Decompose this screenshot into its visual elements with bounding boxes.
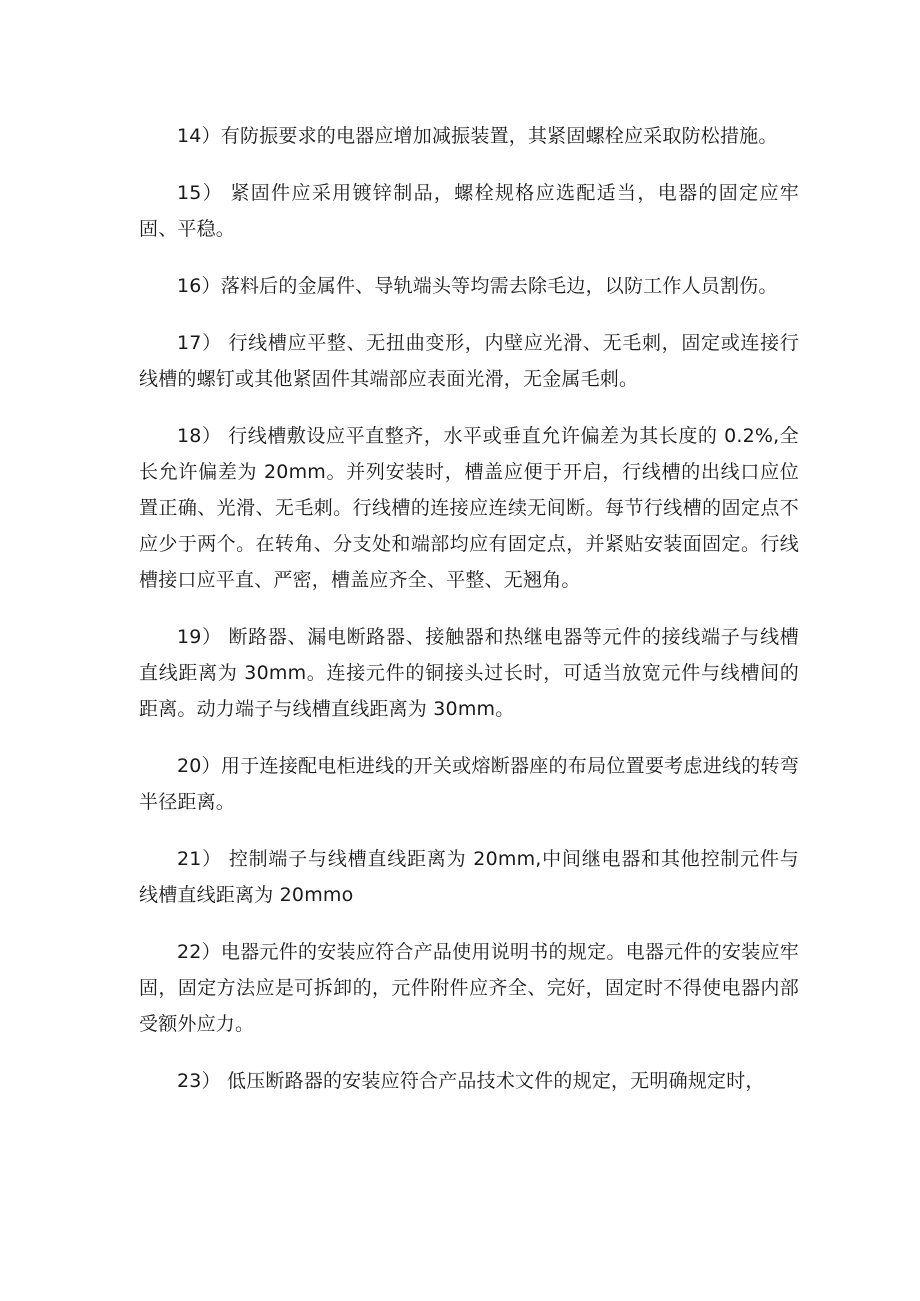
paragraph-23: 23） 低压断路器的安装应符合产品技术文件的规定，无明确规定时， [177, 1070, 765, 1092]
paragraph-20: 20）用于连接配电柜进线的开关或熔断器座的布局位置要考虑进线的转弯半径距离。 [139, 755, 799, 813]
paragraph-17: 17） 行线槽应平整、无扭曲变形，内壁应光滑、无毛刺，固定或连接行线槽的螺钉或其他紧固件其端部应表面光滑，无金属毛刺。 [139, 332, 799, 390]
paragraph-16: 16）落料后的金属件、导轨端头等均需去除毛边，以防工作人员割伤。 [177, 275, 778, 297]
paragraph-22: 22）电器元件的安装应符合产品使用说明书的规定。电器元件的安装应牢固，固定方法应是可拆卸的，元件附件应齐全、完好，固定时不得使电器内部受额外应力。 [139, 941, 799, 1035]
paragraph-14: 14）有防振要求的电器应增加减振装置，其紧固螺栓应采取防松措施。 [177, 125, 778, 147]
paragraph-15: 15） 紧固件应采用镀锌制品，螺栓规格应选配适当，电器的固定应牢固、平稳。 [139, 182, 799, 240]
paragraph-19: 19） 断路器、漏电断路器、接触器和热继电器等元件的接线端子与线槽直线距离为 30mm。连接元件的铜接头过长时，可适当放宽元件与线槽间的距离。动力端子与线槽直线距离为 30mm。 [139, 626, 799, 720]
paragraph-21: 21） 控制端子与线槽直线距离为 20mm,中间继电器和其他控制元件与线槽直线距离为 20mmo [139, 848, 799, 906]
paragraph-18: 18） 行线槽敷设应平直整齐，水平或垂直允许偏差为其长度的 0.2%,全长允许偏差为 20mm。并列安装时，槽盖应便于开启，行线槽的出线口应位置正确、光滑、无毛刺。行线槽的连接应连续无间断。每节行线槽的固定点不应少于两个。在转角、分支处和端部均应有固定点，并紧贴安装面固定。行线槽接口应平直、严密，槽盖应齐全、平整、无翘角。 [139, 425, 799, 591]
document-body [139, 118, 799, 1120]
